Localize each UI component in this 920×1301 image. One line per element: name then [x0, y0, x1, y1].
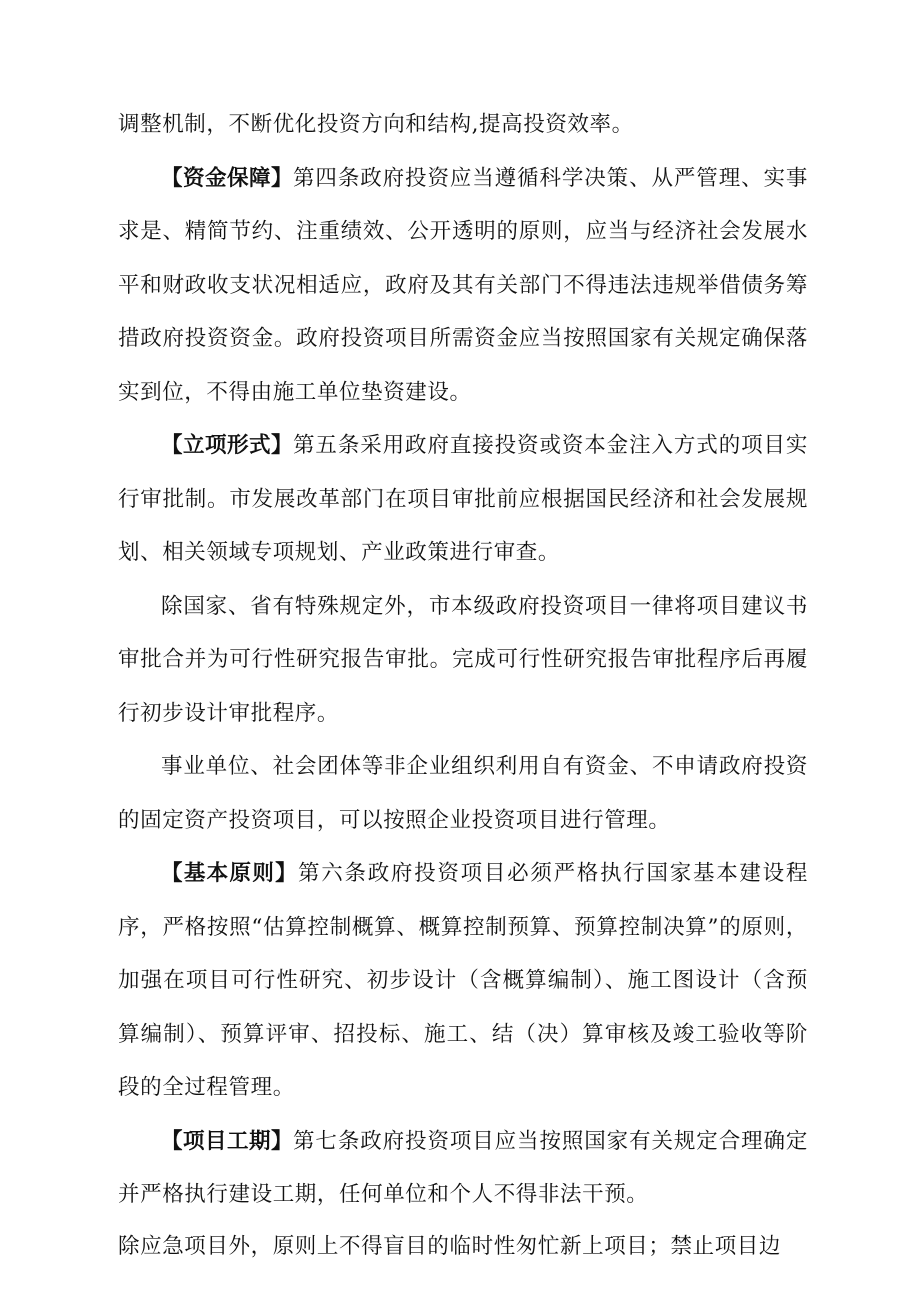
paragraph-text: 第五条采用政府直接投资或资本金注入方式的项目实行审批制。市发展改革部门在项目审批前应根据国民经济和社会发展规划、相关领域专项规划、产业政策进行审查。 — [118, 433, 808, 565]
section-heading-project-approval-form: 【立项形式】 — [161, 433, 294, 458]
section-heading-project-duration: 【项目工期】 — [161, 1128, 294, 1154]
paragraph-project-approval-form — [118, 419, 808, 580]
paragraph-funding-guarantee — [118, 152, 808, 420]
section-heading-basic-principles: 【基本原则】 — [161, 861, 298, 886]
paragraph-investment-adjustment — [118, 98, 808, 152]
paragraph-non-enterprise-projects — [118, 740, 808, 847]
paragraph-basic-principles — [118, 847, 808, 1115]
paragraph-text: 除国家、省有特殊规定外，市本级政府投资项目一律将项目建议书审批合并为可行性研究报告审批。完成可行性研究报告审批程序后再履行初步设计审批程序。 — [118, 593, 808, 726]
paragraph-special-provisions — [118, 580, 808, 741]
paragraph-text: 第七条政府投资项目应当按照国家有关规定合理确定并严格执行建设工期，任何单位和个人不得非法干预。 — [118, 1128, 808, 1207]
document-body — [118, 98, 808, 1272]
paragraph-text: 调整机制，不断优化投资方向和结构,提高投资效率。 — [118, 112, 634, 137]
paragraph-emergency-projects — [118, 1222, 808, 1272]
paragraph-text: 事业单位、社会团体等非企业组织利用自有资金、不申请政府投资的固定资产投资项目，可以按照企业投资项目进行管理。 — [118, 754, 808, 833]
paragraph-text: 除应急项目外，原则上不得盲目的临时性匆忙新上项目；禁止项目边 — [118, 1233, 782, 1259]
paragraph-text: 第四条政府投资应当遵循科学决策、从严管理、实事求是、精简节约、注重绩效、公开透明的原则，应当与经济社会发展水平和财政收支状况相适应，政府及其有关部门不得违法违规举借债务筹措政府投资资金。政府投资项目所需资金应当按照国家有关规定确保落实到位，不得由施工单位垫资建设。 — [118, 165, 808, 405]
section-heading-funding-guarantee: 【资金保障】 — [161, 165, 294, 191]
paragraph-project-duration — [118, 1115, 808, 1222]
paragraph-text: 第六条政府投资项目必须严格执行国家基本建设程序，严格按照“估算控制概算、概算控制预算、预算控制决算”的原则，加强在项目可行性研究、初步设计（含概算编制）、施工图设计（含预算编制）、预算评审、招投标、施工、结（决）算审核及竣工验收等阶段的全过程管理。 — [118, 861, 808, 1100]
